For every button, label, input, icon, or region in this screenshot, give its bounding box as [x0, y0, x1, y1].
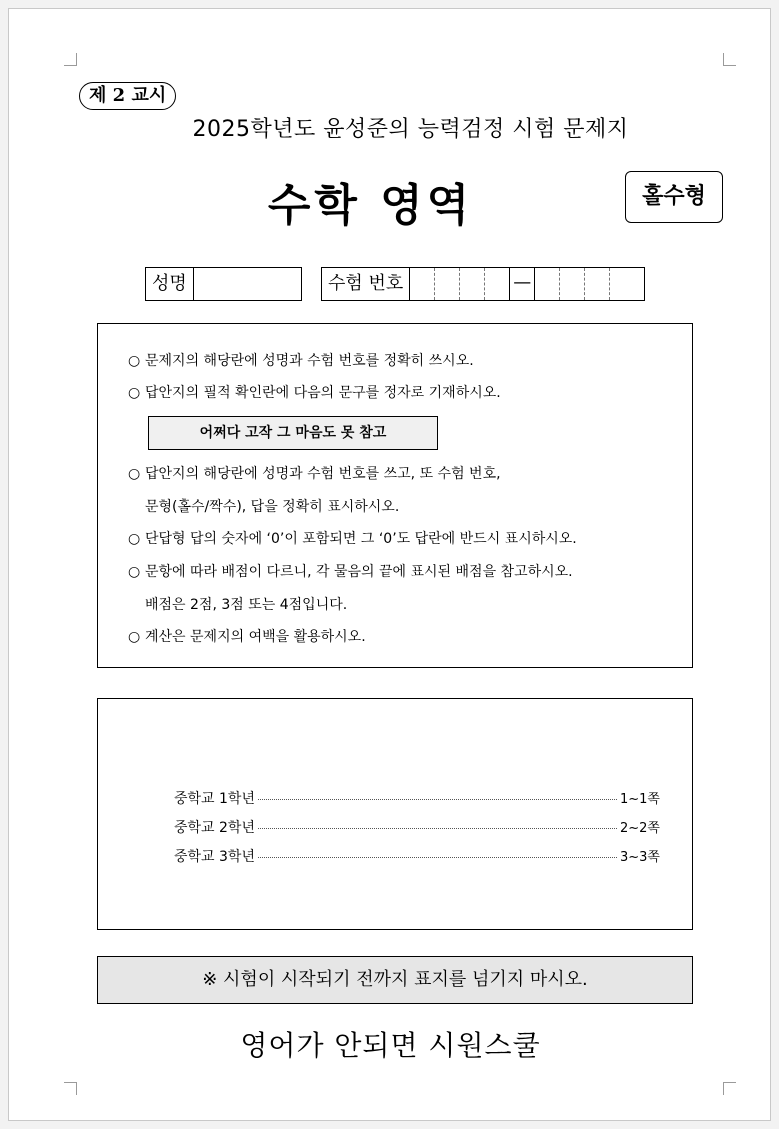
- exam-subtitle: 2025학년도 윤성준의 능력검정 시험 문제지: [192, 117, 629, 142]
- exam-number-digit[interactable]: [560, 268, 585, 300]
- circle-bullet-icon: ○: [128, 353, 141, 369]
- exam-number-digit[interactable]: [460, 268, 485, 300]
- crop-mark-top-left: [64, 53, 77, 66]
- toc-row: [174, 846, 660, 866]
- toc-pages: 2~2쪽: [620, 821, 660, 836]
- instructions-box: [97, 323, 693, 668]
- toc-pages: 1~1쪽: [620, 792, 660, 807]
- circle-bullet-icon: ○: [128, 385, 141, 401]
- toc-row: [174, 788, 660, 808]
- footer-text: 영어가 안되면 시원스쿨: [240, 1029, 541, 1062]
- instruction-item: [128, 463, 501, 483]
- period-badge: 제 2 교시: [79, 82, 176, 110]
- instruction-item: [128, 626, 366, 646]
- crop-mark-bottom-left: [64, 1082, 77, 1095]
- crop-mark-bottom-right: [723, 1082, 736, 1095]
- name-label: 성명: [146, 268, 194, 300]
- toc-leader-dots: [258, 828, 617, 829]
- instruction-item: [128, 528, 577, 548]
- table-of-contents: [97, 698, 693, 930]
- instruction-continuation: [145, 496, 399, 516]
- instruction-item: [128, 561, 573, 581]
- toc-label: 중학교 2학년: [174, 820, 255, 836]
- exam-number-separator: —: [510, 268, 535, 300]
- instruction-text: 배점은 2점, 3점 또는 4점입니다.: [145, 597, 348, 613]
- instruction-text: 답안지의 해당란에 성명과 수험 번호를 쓰고, 또 수험 번호,: [145, 466, 501, 482]
- toc-label: 중학교 3학년: [174, 849, 255, 865]
- toc-label: 중학교 1학년: [174, 791, 255, 807]
- circle-bullet-icon: ○: [128, 466, 141, 482]
- instruction-text: 문형(홀수/짝수), 답을 정확히 표시하시오.: [145, 499, 400, 515]
- crop-mark-top-right: [723, 53, 736, 66]
- instruction-text: 단답형 답의 숫자에 ‘0’이 포함되면 그 ‘0’도 답란에 반드시 표시하시오.: [145, 531, 577, 547]
- form-type-badge: 홀수형: [625, 171, 723, 223]
- exam-cover-page: [8, 8, 771, 1121]
- exam-number-digit[interactable]: [435, 268, 460, 300]
- circle-bullet-icon: ○: [128, 531, 141, 547]
- name-input[interactable]: [194, 268, 301, 300]
- instruction-continuation: [145, 594, 347, 614]
- exam-number-digit[interactable]: [585, 268, 610, 300]
- instruction-item: [128, 382, 501, 402]
- exam-number-label: 수험 번호: [322, 268, 410, 300]
- instruction-text: 문제지의 해당란에 성명과 수험 번호를 정확히 쓰시오.: [145, 353, 474, 369]
- instruction-text: 계산은 문제지의 여백을 활용하시오.: [145, 629, 366, 645]
- instruction-text: 답안지의 필적 확인란에 다음의 문구를 정자로 기재하시오.: [145, 385, 501, 401]
- warning-banner: ※ 시험이 시작되기 전까지 표지를 넘기지 마시오.: [97, 956, 693, 1004]
- toc-leader-dots: [258, 857, 617, 858]
- instruction-item: [128, 350, 474, 370]
- toc-pages: 3~3쪽: [620, 850, 660, 865]
- handwriting-phrase-box: 어쩌다 고작 그 마음도 못 참고: [148, 416, 438, 450]
- exam-number-digit[interactable]: [485, 268, 510, 300]
- circle-bullet-icon: ○: [128, 564, 141, 580]
- name-field: [145, 267, 302, 301]
- instruction-text: 문항에 따라 배점이 다르니, 각 물음의 끝에 표시된 배점을 참고하시오.: [145, 564, 573, 580]
- exam-number-field: [321, 267, 645, 301]
- circle-bullet-icon: ○: [128, 629, 141, 645]
- subject-title: 수학 영역: [267, 180, 474, 231]
- toc-leader-dots: [258, 799, 617, 800]
- exam-number-digit[interactable]: [410, 268, 435, 300]
- toc-row: [174, 817, 660, 837]
- exam-number-digit[interactable]: [535, 268, 560, 300]
- exam-number-digit[interactable]: [610, 268, 635, 300]
